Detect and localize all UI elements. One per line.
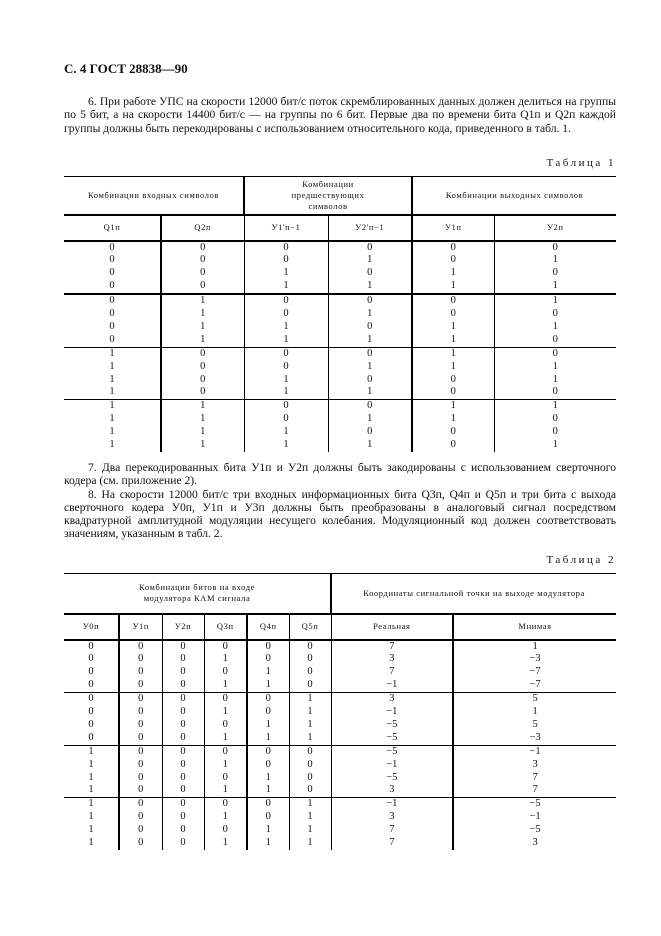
table-row: [64, 267, 616, 280]
table-cell: 0: [204, 798, 247, 811]
table-cell: 0: [494, 241, 616, 255]
paragraphs-7-8: [64, 461, 616, 541]
table-row: [64, 732, 616, 745]
table-cell: 1: [247, 784, 289, 797]
column-header: Q3п: [204, 614, 247, 640]
table-cell: 5: [453, 719, 616, 732]
table-row: [64, 811, 616, 824]
table-cell: 0: [328, 426, 412, 439]
table-cell: 0: [494, 267, 616, 280]
table-cell: 0: [119, 759, 162, 772]
table-cell: 3: [331, 653, 453, 666]
table-cell: 1: [494, 321, 616, 334]
table-cell: 1: [244, 334, 328, 347]
table-cell: 1: [161, 294, 244, 308]
table-row: [64, 666, 616, 679]
table-cell: 1: [494, 294, 616, 308]
table-cell: 0: [119, 679, 162, 692]
table-cell: 0: [328, 241, 412, 255]
table-row: [64, 347, 616, 360]
table-cell: 1: [494, 374, 616, 387]
table-cell: 1: [247, 824, 289, 837]
table-cell: 0: [162, 745, 204, 758]
table-cell: 1: [204, 759, 247, 772]
table-cell: 1: [247, 719, 289, 732]
table-cell: 3: [453, 837, 616, 850]
table-cell: 1: [204, 653, 247, 666]
table-cell: 1: [204, 784, 247, 797]
table-cell: 5: [453, 693, 616, 706]
paragraph-7-text: 7. Два перекодированных бита У1п и У2п должны быть закодированы с использованием сверточного кодера (см. приложение 2).: [64, 461, 616, 488]
table-row: [64, 241, 616, 255]
table-cell: 1: [453, 706, 616, 719]
table-row: [64, 280, 616, 294]
table-cell: 1: [247, 666, 289, 679]
table-cell: 0: [109, 241, 115, 253]
table-cell: 1: [88, 784, 94, 796]
table-cell: 0: [204, 772, 247, 785]
column-header: Q5п: [289, 614, 331, 640]
table-cell: 1: [161, 321, 244, 334]
table-cell: 0: [412, 294, 494, 308]
table-cell: 0: [161, 267, 244, 280]
table-1-group-header: Комбинации предшествующих символов: [244, 177, 412, 215]
table-cell: 1: [412, 347, 494, 360]
table-cell: −1: [331, 798, 453, 811]
table-cell: 1: [328, 308, 412, 321]
table-row: [64, 294, 616, 308]
table-cell: 1: [88, 811, 94, 823]
table-cell: 3: [453, 759, 616, 772]
table-cell: 1: [109, 373, 115, 385]
table-cell: 0: [162, 693, 204, 706]
table-cell: 1: [161, 413, 244, 426]
table-cell: 0: [119, 837, 162, 850]
table-cell: −7: [453, 666, 616, 679]
table-cell: 1: [244, 386, 328, 399]
table-cell: 1: [109, 360, 115, 372]
table-cell: 0: [64, 693, 119, 706]
table-cell: 0: [161, 254, 244, 267]
table-2-group-header: Координаты сигнальной точки на выходе модулятора: [331, 574, 616, 614]
table-cell: 7: [331, 666, 453, 679]
table-cell: 0: [119, 824, 162, 837]
column-header: У1п: [412, 215, 494, 241]
table-cell: 1: [328, 386, 412, 399]
table-cell: −3: [453, 653, 616, 666]
paragraph-8-text: 8. На скорости 12000 бит/с три входных информационных бита Q3п, Q4п и Q5п и три бита с выхода сверточного кодера У0п, У1п и У3п должны быть преобразованы в аналоговый сигнал посредством квадратурной амплитудной модуляции несущего колебания. Модуляционный код должен соответствовать значениям, указанным в табл. 2.: [64, 487, 616, 541]
table-cell: 0: [119, 719, 162, 732]
table-cell: 0: [494, 426, 616, 439]
table-cell: 0: [162, 798, 204, 811]
table-cell: 0: [247, 640, 289, 654]
table-cell: −1: [331, 706, 453, 719]
table-row: [64, 772, 616, 785]
table-cell: −3: [453, 732, 616, 745]
table-cell: 0: [88, 653, 94, 665]
table-row: [64, 374, 616, 387]
table-cell: 0: [162, 640, 204, 654]
table-cell: 1: [244, 439, 328, 452]
table-2: [64, 573, 616, 850]
table-cell: 0: [119, 706, 162, 719]
table-cell: 3: [331, 693, 453, 706]
table-2-caption: Таблица 2: [546, 554, 616, 566]
table-cell: 1: [161, 439, 244, 452]
table-2-group-header: Комбинации битов на входе модулятора КАМ сигнала: [64, 574, 331, 614]
table-cell: 1: [328, 280, 412, 294]
table-row: [64, 361, 616, 374]
table-cell: 1: [412, 321, 494, 334]
table-cell: 1: [412, 334, 494, 347]
table-cell: 0: [289, 679, 331, 692]
table-cell: 0: [204, 719, 247, 732]
table-cell: 0: [328, 400, 412, 413]
table-cell: 1: [412, 400, 494, 413]
table-cell: 1: [453, 640, 616, 654]
table-cell: 3: [331, 811, 453, 824]
table-row: [64, 653, 616, 666]
table-cell: 7: [453, 784, 616, 797]
table-cell: 0: [289, 759, 331, 772]
table-cell: 0: [109, 254, 115, 266]
table-cell: 1: [289, 824, 331, 837]
table-cell: 0: [109, 308, 115, 320]
table-cell: 1: [494, 280, 616, 294]
table-1-group-header: Комбинации выходных символов: [412, 177, 616, 215]
table-row: [64, 693, 616, 706]
table-cell: 1: [64, 745, 119, 758]
table-cell: 0: [412, 308, 494, 321]
table-cell: 1: [244, 267, 328, 280]
table-cell: 1: [247, 679, 289, 692]
table-cell: 0: [328, 347, 412, 360]
table-row: [64, 426, 616, 439]
table-cell: 1: [289, 798, 331, 811]
table-cell: 0: [412, 254, 494, 267]
table-cell: 0: [162, 837, 204, 850]
table-row: [64, 413, 616, 426]
table-cell: 1: [204, 706, 247, 719]
table-row: [64, 386, 616, 399]
table-cell: 1: [289, 837, 331, 850]
table-cell: 0: [161, 241, 244, 255]
table-cell: 7: [331, 824, 453, 837]
table-cell: 1: [289, 732, 331, 745]
table-row: [64, 308, 616, 321]
table-cell: 0: [119, 784, 162, 797]
table-cell: 1: [289, 706, 331, 719]
table-cell: 0: [289, 666, 331, 679]
table-cell: 0: [88, 679, 94, 691]
table-cell: 0: [162, 679, 204, 692]
table-cell: 0: [247, 759, 289, 772]
table-cell: 1: [161, 400, 244, 413]
table-cell: 0: [88, 640, 94, 652]
table-cell: 1: [88, 758, 94, 770]
table-cell: 0: [162, 759, 204, 772]
table-cell: 0: [64, 294, 161, 308]
column-header: Q1п: [64, 215, 161, 241]
table-cell: 0: [162, 666, 204, 679]
table-cell: 0: [119, 653, 162, 666]
table-cell: 0: [161, 347, 244, 360]
table-cell: 0: [244, 400, 328, 413]
column-header: У0п: [64, 614, 119, 640]
table-cell: −7: [453, 679, 616, 692]
table-cell: 1: [412, 267, 494, 280]
table-cell: 0: [162, 653, 204, 666]
table-cell: −5: [331, 719, 453, 732]
table-cell: 0: [119, 640, 162, 654]
table-cell: 0: [412, 426, 494, 439]
table-cell: 0: [161, 361, 244, 374]
table-cell: 1: [328, 439, 412, 452]
table-row: [64, 439, 616, 452]
table-cell: 0: [289, 653, 331, 666]
table-cell: 0: [412, 241, 494, 255]
table-row: [64, 334, 616, 347]
table-cell: −5: [331, 745, 453, 758]
table-cell: 0: [161, 386, 244, 399]
table-cell: 1: [328, 334, 412, 347]
table-cell: 1: [109, 413, 115, 425]
table-cell: 7: [453, 772, 616, 785]
table-row: [64, 745, 616, 758]
page-header: С. 4 ГОСТ 28838—90: [64, 61, 188, 76]
table-cell: 0: [244, 254, 328, 267]
table-cell: 1: [244, 280, 328, 294]
table-cell: 1: [412, 413, 494, 426]
table-cell: 0: [244, 413, 328, 426]
table-row: [64, 640, 616, 654]
table-cell: 1: [328, 413, 412, 426]
table-row: [64, 706, 616, 719]
table-cell: 0: [119, 745, 162, 758]
table-cell: 0: [244, 361, 328, 374]
table-cell: 0: [204, 745, 247, 758]
table-cell: 0: [204, 640, 247, 654]
table-cell: 1: [161, 308, 244, 321]
column-header: У1п: [119, 614, 162, 640]
table-cell: 0: [289, 745, 331, 758]
column-header: Q4п: [247, 614, 289, 640]
table-cell: 0: [412, 374, 494, 387]
paragraph-6-text: 6. При работе УПС на скорости 12000 бит/с поток скремблированных данных должен делиться на группы по 5 бит, а на скорости 14400 бит/с — на группы по 6 бит. Первые два по времени бита Q1п и Q2п каждой группы должны быть перекодированы с использованием относительного кода, приведенного в табл. 1.: [64, 95, 616, 135]
table-cell: 0: [109, 267, 115, 279]
table-cell: 0: [119, 666, 162, 679]
table-cell: 1: [244, 426, 328, 439]
table-cell: −1: [453, 811, 616, 824]
table-cell: 0: [161, 280, 244, 294]
table-cell: 1: [289, 811, 331, 824]
table-row: [64, 784, 616, 797]
column-header: Мнимая: [453, 614, 616, 640]
table-cell: 0: [162, 719, 204, 732]
table-cell: 1: [328, 361, 412, 374]
table-row: [64, 824, 616, 837]
table-cell: 0: [119, 798, 162, 811]
table-cell: 0: [289, 784, 331, 797]
table-cell: −5: [453, 798, 616, 811]
table-cell: 1: [494, 400, 616, 413]
table-cell: 0: [289, 640, 331, 654]
table-cell: 1: [289, 693, 331, 706]
table-cell: 0: [88, 706, 94, 718]
table-cell: 1: [88, 824, 94, 836]
table-row: [64, 837, 616, 850]
table-cell: 0: [328, 267, 412, 280]
table-cell: 0: [204, 666, 247, 679]
table-cell: 0: [88, 666, 94, 678]
table-cell: 0: [494, 308, 616, 321]
table-cell: 0: [244, 308, 328, 321]
table-row: [64, 759, 616, 772]
table-cell: 1: [204, 811, 247, 824]
table-cell: 0: [247, 798, 289, 811]
table-cell: 1: [247, 732, 289, 745]
table-cell: −1: [453, 745, 616, 758]
table-row: [64, 254, 616, 267]
table-cell: 0: [88, 731, 94, 743]
table-cell: 3: [331, 784, 453, 797]
table-cell: 0: [412, 386, 494, 399]
table-cell: 1: [412, 280, 494, 294]
column-header: Q2п: [161, 215, 244, 241]
table-cell: 1: [494, 254, 616, 267]
table-cell: −5: [331, 772, 453, 785]
table-cell: 0: [247, 693, 289, 706]
table-cell: 1: [412, 361, 494, 374]
table-cell: 1: [244, 374, 328, 387]
table-cell: 7: [331, 640, 453, 654]
table-cell: 0: [162, 706, 204, 719]
table-cell: 1: [161, 426, 244, 439]
table-cell: 0: [244, 294, 328, 308]
table-cell: −1: [331, 759, 453, 772]
table-cell: 1: [247, 772, 289, 785]
table-cell: 0: [247, 706, 289, 719]
table-cell: 0: [119, 732, 162, 745]
table-cell: 1: [109, 439, 115, 451]
table-cell: 0: [119, 772, 162, 785]
table-cell: 1: [204, 837, 247, 850]
table-cell: 0: [494, 334, 616, 347]
table-cell: 0: [119, 811, 162, 824]
table-cell: 0: [494, 347, 616, 360]
table-cell: 1: [289, 719, 331, 732]
table-cell: 0: [494, 386, 616, 399]
table-cell: 0: [494, 413, 616, 426]
table-cell: 0: [289, 772, 331, 785]
table-cell: 0: [244, 241, 328, 255]
table-cell: 0: [328, 374, 412, 387]
table-cell: 7: [331, 837, 453, 850]
table-cell: 1: [109, 426, 115, 438]
table-cell: 1: [247, 837, 289, 850]
table-cell: 0: [162, 732, 204, 745]
table-row: [64, 719, 616, 732]
table-cell: 0: [162, 824, 204, 837]
table-cell: 0: [204, 693, 247, 706]
table-cell: −5: [453, 824, 616, 837]
table-cell: 0: [247, 811, 289, 824]
table-cell: 1: [494, 439, 616, 452]
table-cell: 1: [64, 798, 119, 811]
column-header: У1'п−1: [244, 215, 328, 241]
table-cell: 1: [244, 321, 328, 334]
column-header: У2'п−1: [328, 215, 412, 241]
table-cell: 1: [204, 679, 247, 692]
table-cell: 0: [109, 333, 115, 345]
table-row: [64, 798, 616, 811]
table-cell: 0: [162, 772, 204, 785]
table-cell: −1: [331, 679, 453, 692]
table-cell: 1: [204, 732, 247, 745]
table-row: [64, 321, 616, 334]
table-cell: 1: [109, 386, 115, 398]
table-1-caption: Таблица 1: [546, 157, 616, 169]
table-cell: 0: [109, 320, 115, 332]
table-cell: 0: [412, 439, 494, 452]
table-1: [64, 176, 616, 452]
table-cell: 0: [204, 824, 247, 837]
table-cell: 0: [162, 784, 204, 797]
table-cell: 0: [244, 347, 328, 360]
table-cell: 0: [328, 294, 412, 308]
table-cell: 0: [247, 653, 289, 666]
table-cell: 1: [64, 347, 161, 360]
table-cell: 0: [162, 811, 204, 824]
column-header: Реальная: [331, 614, 453, 640]
table-cell: 0: [88, 718, 94, 730]
table-cell: 0: [119, 693, 162, 706]
table-cell: 0: [247, 745, 289, 758]
table-cell: 1: [64, 400, 161, 413]
column-header: У2п: [494, 215, 616, 241]
table-cell: 1: [161, 334, 244, 347]
table-cell: −5: [331, 732, 453, 745]
table-cell: 1: [88, 837, 94, 849]
paragraph-6: [64, 95, 616, 135]
column-header: У2п: [162, 614, 204, 640]
table-cell: 1: [494, 361, 616, 374]
table-cell: 1: [88, 771, 94, 783]
table-1-group-header: Комбинации входных символов: [64, 177, 244, 215]
table-cell: 1: [328, 254, 412, 267]
table-cell: 0: [161, 374, 244, 387]
table-row: [64, 679, 616, 692]
table-row: [64, 400, 616, 413]
table-cell: 0: [328, 321, 412, 334]
table-cell: 0: [109, 280, 115, 292]
